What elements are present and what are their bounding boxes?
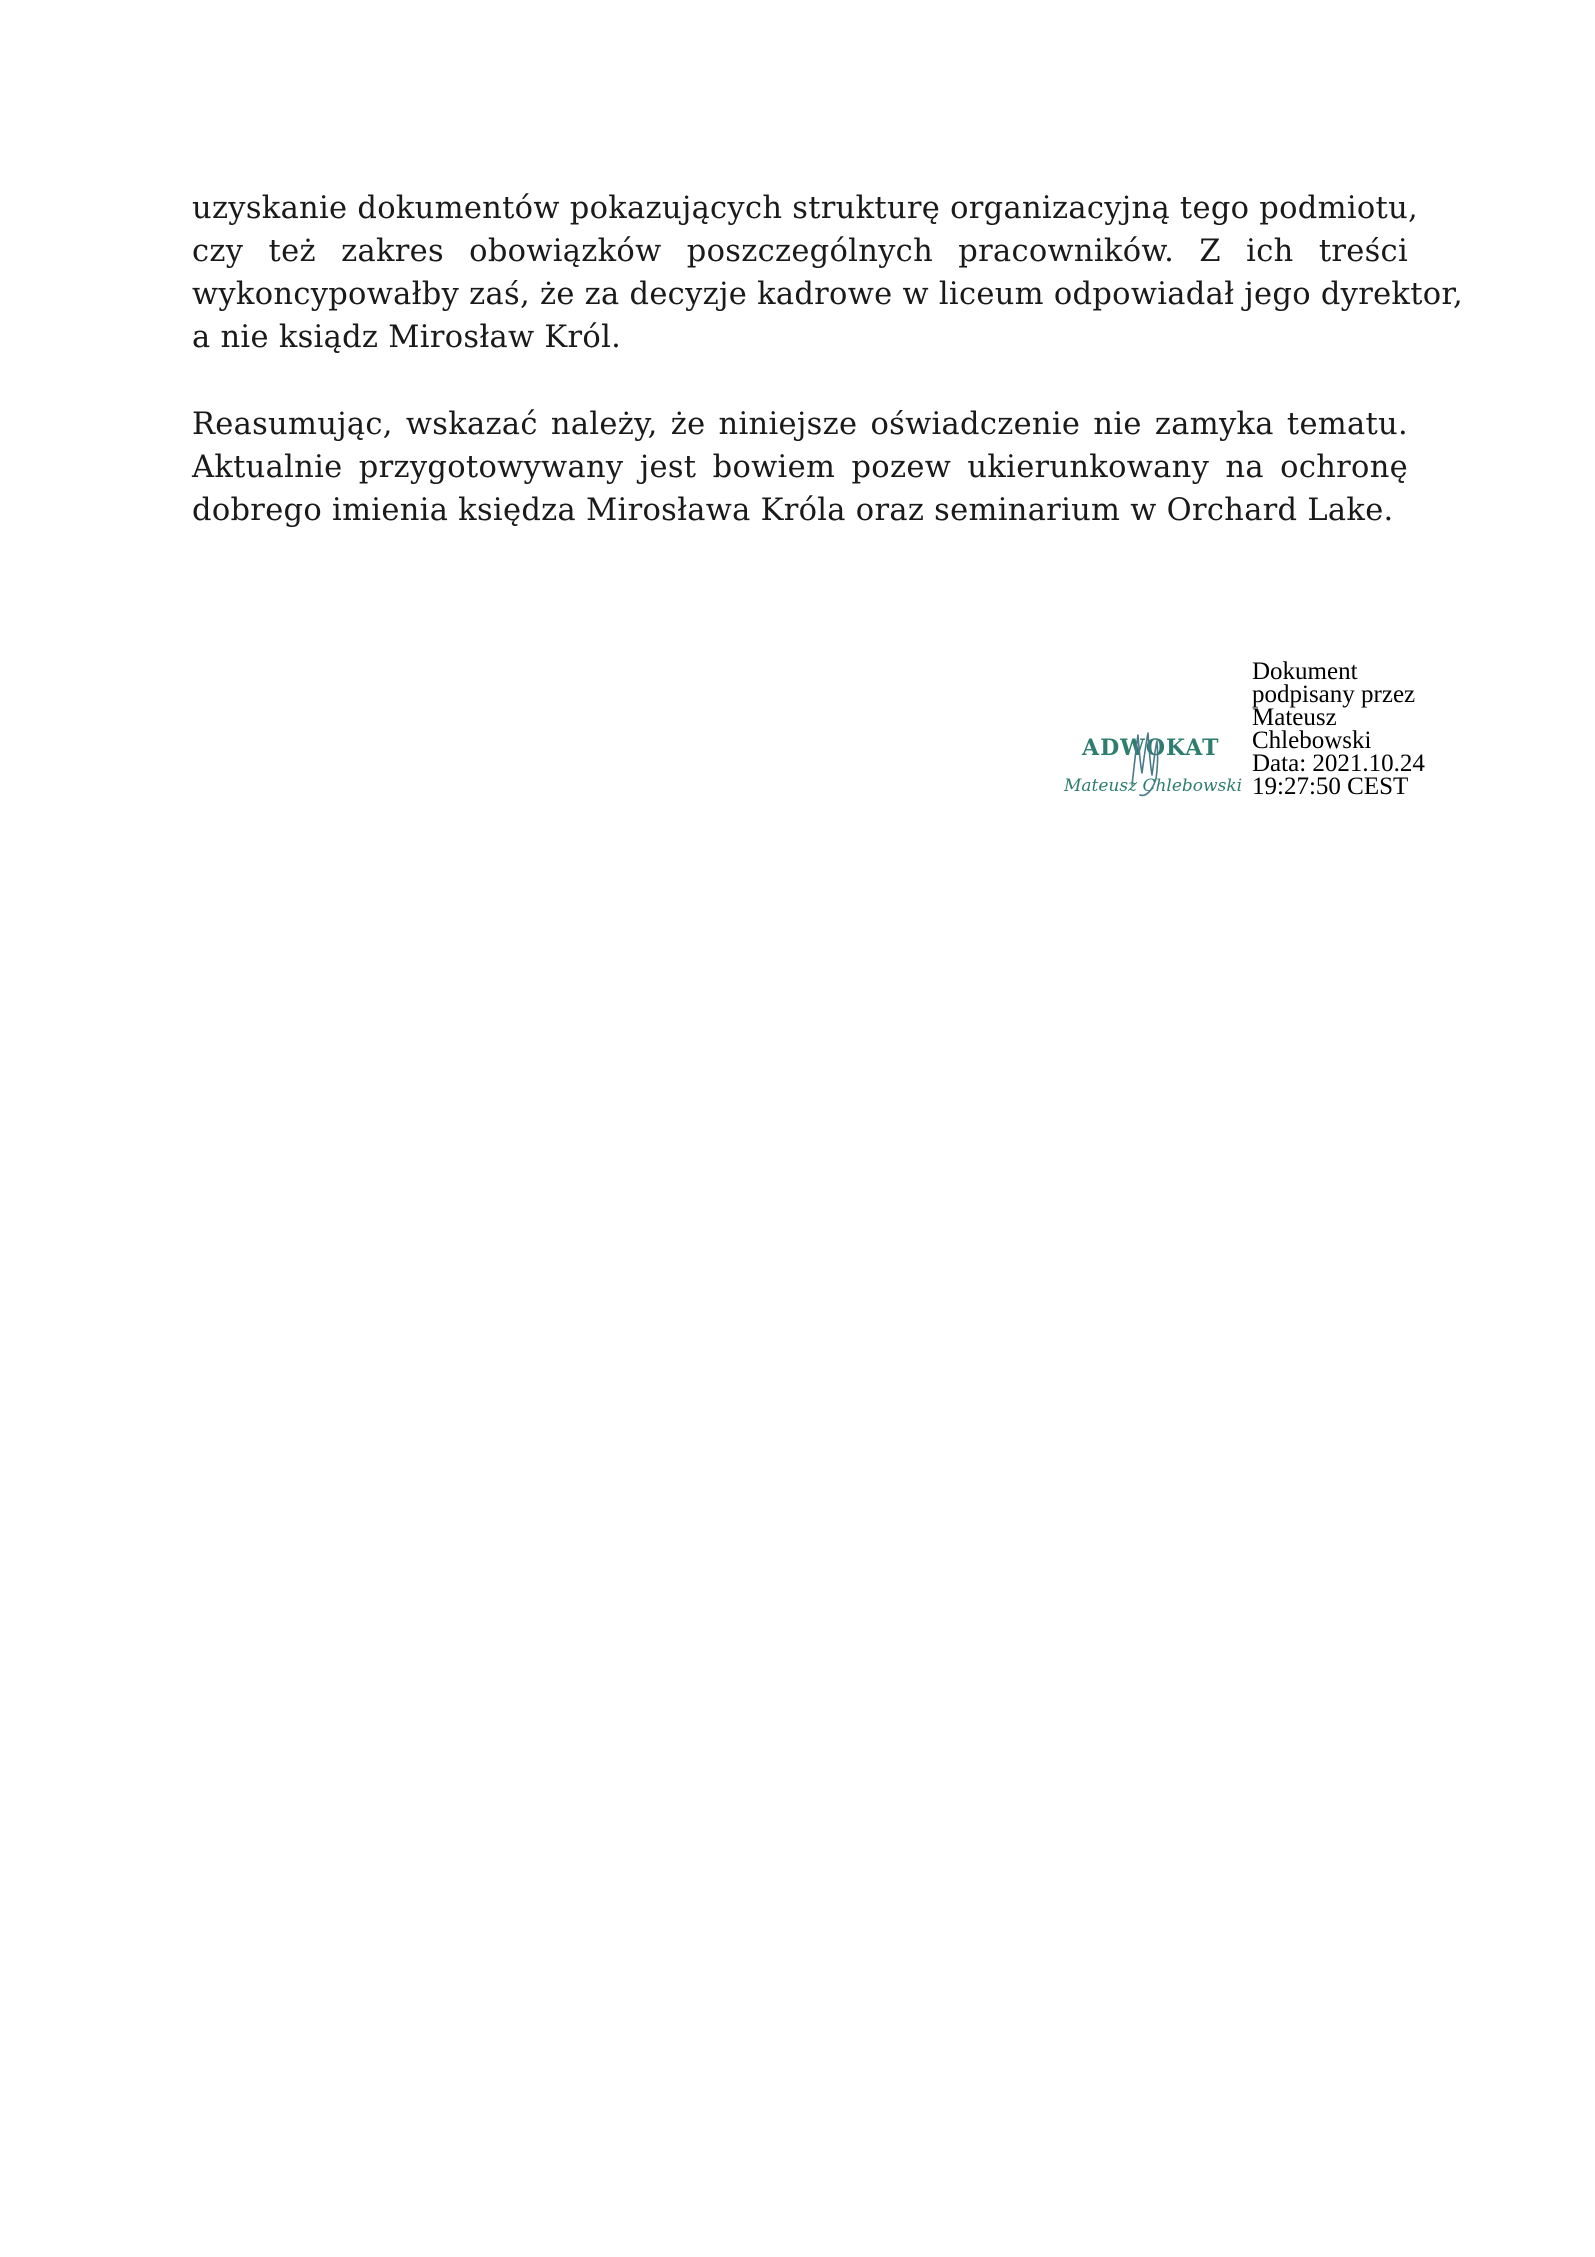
text-line: Aktualnie przygotowywany jest bowiem pozew ukierunkowany na ochronę	[192, 450, 1408, 485]
digital-signature-info	[1252, 660, 1482, 798]
body-paragraph-1	[192, 187, 1463, 359]
signature-line: Mateusz	[1252, 704, 1337, 731]
signature-line: Data: 2021.10.24	[1252, 750, 1425, 777]
stamp-name: Mateusz Chlebowski	[1064, 776, 1242, 796]
signature-line: podpisany przez	[1252, 681, 1416, 708]
signature-line: Chlebowski	[1252, 727, 1372, 754]
text-line: dobrego imienia księdza Mirosława Króla oraz seminarium w Orchard Lake.	[192, 493, 1394, 528]
body-paragraph-2	[192, 403, 1408, 532]
text-line: uzyskanie dokumentów pokazujących strukturę organizacyjną tego podmiotu,	[192, 191, 1419, 226]
text-line: a nie ksiądz Mirosław Król.	[192, 320, 622, 355]
stamp-title: ADWOKAT	[1082, 735, 1220, 761]
text-line: Reasumując, wskazać należy, że niniejsze oświadczenie nie zamyka tematu.	[192, 407, 1408, 442]
signature-line: 19:27:50 CEST	[1252, 773, 1409, 800]
stamp-graphic	[1062, 713, 1242, 803]
lawyer-stamp	[1062, 713, 1242, 803]
signature-line: Dokument	[1252, 658, 1358, 685]
text-line: czy też zakres obowiązków poszczególnych pracowników. Z ich treści	[192, 234, 1408, 269]
text-line: wykoncypowałby zaś, że za decyzje kadrowe w liceum odpowiadał jego dyrektor,	[192, 277, 1463, 312]
